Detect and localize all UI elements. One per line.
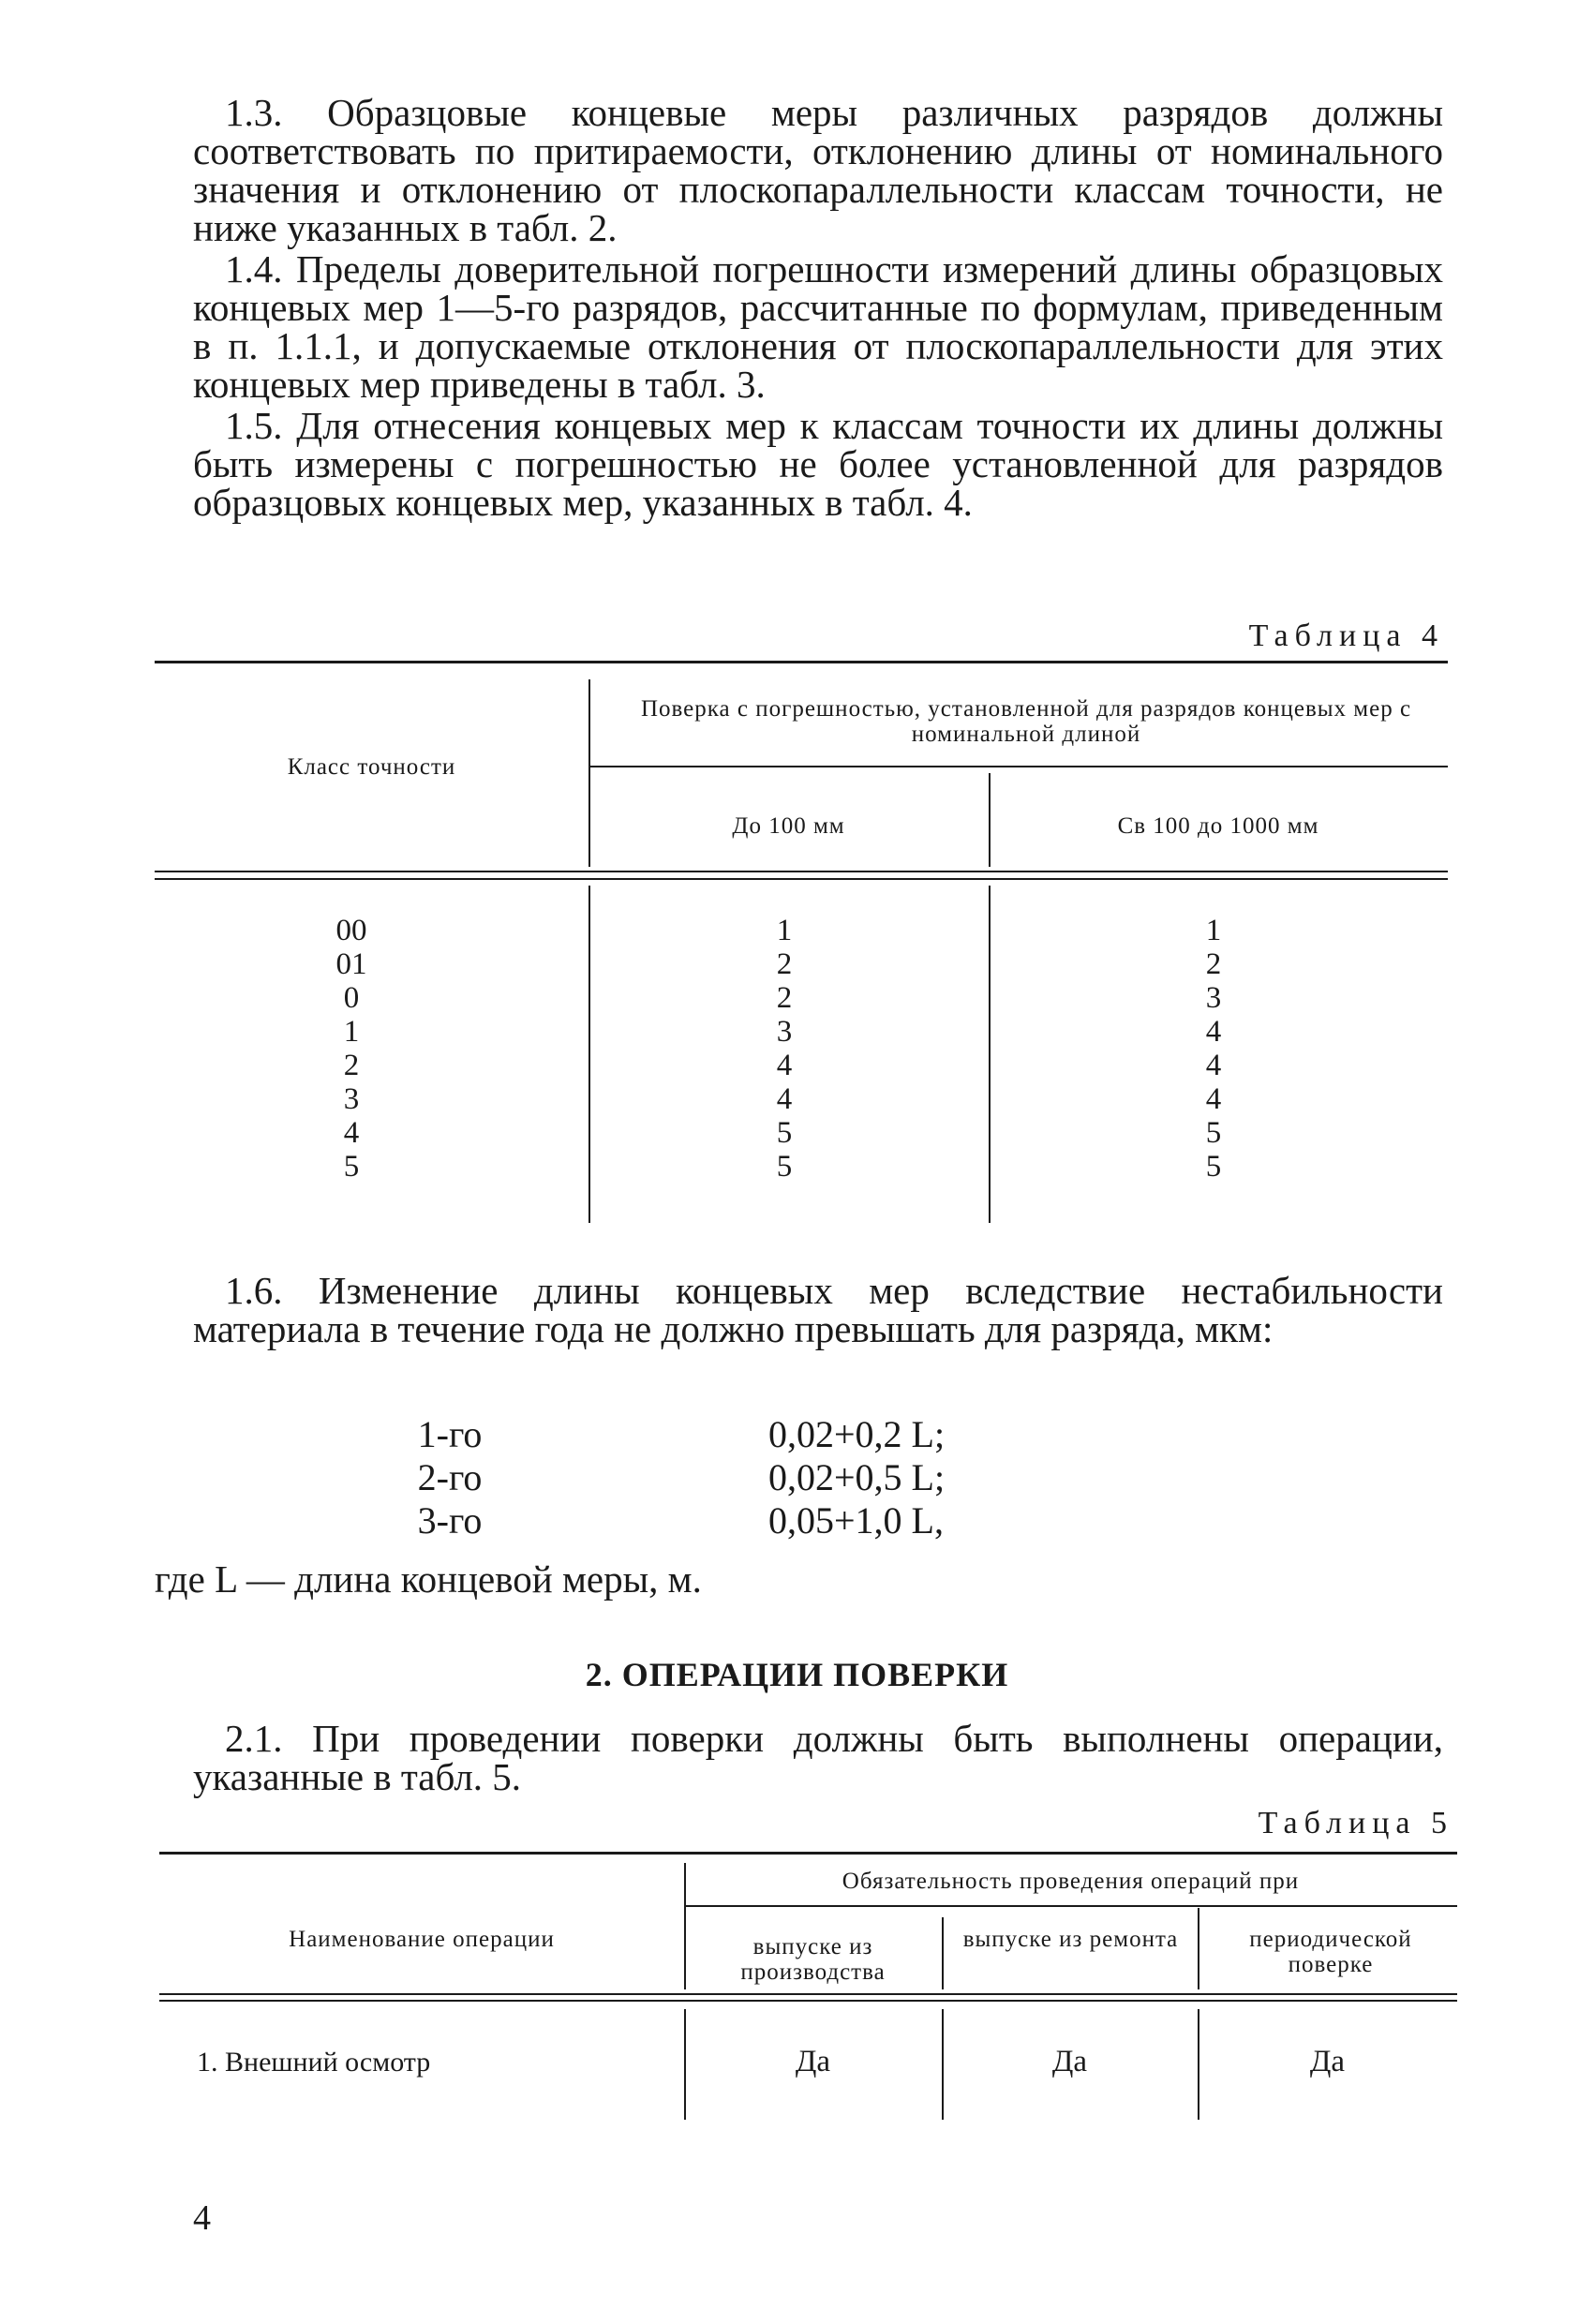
paragraph-1-5: 1.5. Для отнесения концевых мер к классам точности их длины должны быть измерены с погрешностью не более установленной для разрядов образцовых концевых мер, указанных в табл. 4. [193, 404, 1443, 524]
table5-top-rule [159, 1852, 1457, 1855]
table5-caption: Таблица 5 [1258, 1806, 1453, 1840]
table4-cell: 01 [335, 947, 367, 981]
table5-header-name: Наименование операции [289, 1927, 555, 1952]
table5-divider [942, 1917, 944, 1989]
table4-header-col-b: Св 100 до 1000 мм [1117, 813, 1319, 839]
formula-value: 0,05+1,0 L, [768, 1499, 944, 1542]
table5-header-col-a: выпуске из производства [740, 1934, 886, 1985]
table5-subheader-rule [684, 1905, 1457, 1907]
table4-cell: 3 [776, 1015, 793, 1049]
table5-header-col-c: периодической поверке [1249, 1927, 1412, 1977]
section-2-title: 2. ОПЕРАЦИИ ПОВЕРКИ [585, 1656, 1009, 1693]
paragraph-2-1: 2.1. При проведении поверки должны быть выполнены операции, указанные в табл. 5. [193, 1717, 1443, 1798]
table4-divider [588, 886, 590, 1223]
table4-cell: 4 [1205, 1049, 1222, 1082]
table4-cell: 1 [1205, 914, 1222, 947]
formula-value: 0,02+0,2 L; [768, 1413, 946, 1455]
table4-cell: 3 [343, 1082, 360, 1116]
table4-cell: 3 [1205, 981, 1222, 1015]
table4-cell: 2 [776, 947, 793, 981]
formula-row [412, 1413, 945, 1456]
paragraph-1-4: 1.4. Пределы доверительной погрешности измерений длины образцовых концевых мер 1—5-го разрядов, рассчитанные по формулам, приведенным в п. 1.1.1, и допускаемые отклонения от плоскопараллельности для этих концевых мер приведены в табл. 3. [193, 247, 1443, 406]
table4-cell: 2 [776, 981, 793, 1015]
table5-divider [1198, 1908, 1199, 1989]
table4-cell: 2 [343, 1049, 360, 1082]
table4-cell: 00 [335, 914, 367, 947]
table4-cell: 5 [1205, 1116, 1222, 1150]
table4-cell: 4 [1205, 1082, 1222, 1116]
table4-cell: 5 [776, 1150, 793, 1184]
table5-header-rule [159, 2000, 1457, 2002]
paragraph-1-3: 1.3. Образцовые концевые меры различных разрядов должны соответствовать по притираемости, отклонению длины от номинального значения и отклонению от плоскопараллельности классам точности, не ниже указанных в табл. 2. [193, 91, 1443, 249]
table4-cell: 1 [776, 914, 793, 947]
table5-header-group: Обязательность проведения операций при [842, 1869, 1300, 1894]
formula-row [412, 1499, 945, 1542]
table4-cell: 4 [1205, 1015, 1222, 1049]
formula-label: 1-го [417, 1413, 483, 1455]
table5-row-cell: Да [795, 2045, 831, 2078]
table5-header-rule [159, 1993, 1457, 1995]
table5-row-cell: Да [1051, 2045, 1088, 2078]
table5-row-cell: Да [1309, 2045, 1346, 2078]
formula-label: 2-го [417, 1456, 483, 1498]
table4-caption: Таблица 4 [1248, 618, 1444, 653]
page-number: 4 [193, 2198, 211, 2238]
table4-cell: 2 [1205, 947, 1222, 981]
formula-block [412, 1413, 945, 1542]
table4-cell: 5 [1205, 1150, 1222, 1184]
table4-class-column [295, 914, 408, 1184]
table5-row-name: 1. Внешний осмотр [197, 2047, 431, 2078]
table4-cell: 4 [776, 1049, 793, 1082]
table4-header-class: Класс точности [287, 754, 456, 780]
formula-row [412, 1456, 945, 1499]
table5-header-col-b: выпуске из ремонта [962, 1927, 1179, 1952]
table4-header-col-a: До 100 мм [732, 813, 845, 839]
table4-col-a [728, 914, 841, 1184]
paragraph-where: где L — длина концевой меры, м. [155, 1557, 702, 1601]
table4-header-group: Поверка с погрешностью, установленной для разрядов концевых мер с номинальной длиной [640, 696, 1412, 747]
table4-subheader-rule [588, 766, 1448, 767]
formula-value: 0,02+0,5 L; [768, 1456, 946, 1498]
table4-cell: 0 [343, 981, 360, 1015]
table4-top-rule [155, 661, 1448, 663]
table4-cell: 4 [776, 1082, 793, 1116]
table4-col-b [1157, 914, 1270, 1184]
table4-header-rule [155, 871, 1448, 872]
paragraph-1-6: 1.6. Изменение длины концевых мер вследствие нестабильности материала в течение года не должно превышать для разряда, мкм: [193, 1269, 1443, 1350]
table4-cell: 5 [776, 1116, 793, 1150]
table4-header-rule [155, 878, 1448, 880]
table4-divider [588, 679, 590, 867]
formula-label: 3-го [417, 1499, 483, 1542]
table4-divider [989, 886, 991, 1223]
table-4 [155, 661, 1448, 1223]
table4-cell: 1 [343, 1015, 360, 1049]
table4-cell: 5 [343, 1150, 360, 1184]
table-5 [159, 1852, 1457, 2133]
table4-cell: 4 [343, 1116, 360, 1150]
